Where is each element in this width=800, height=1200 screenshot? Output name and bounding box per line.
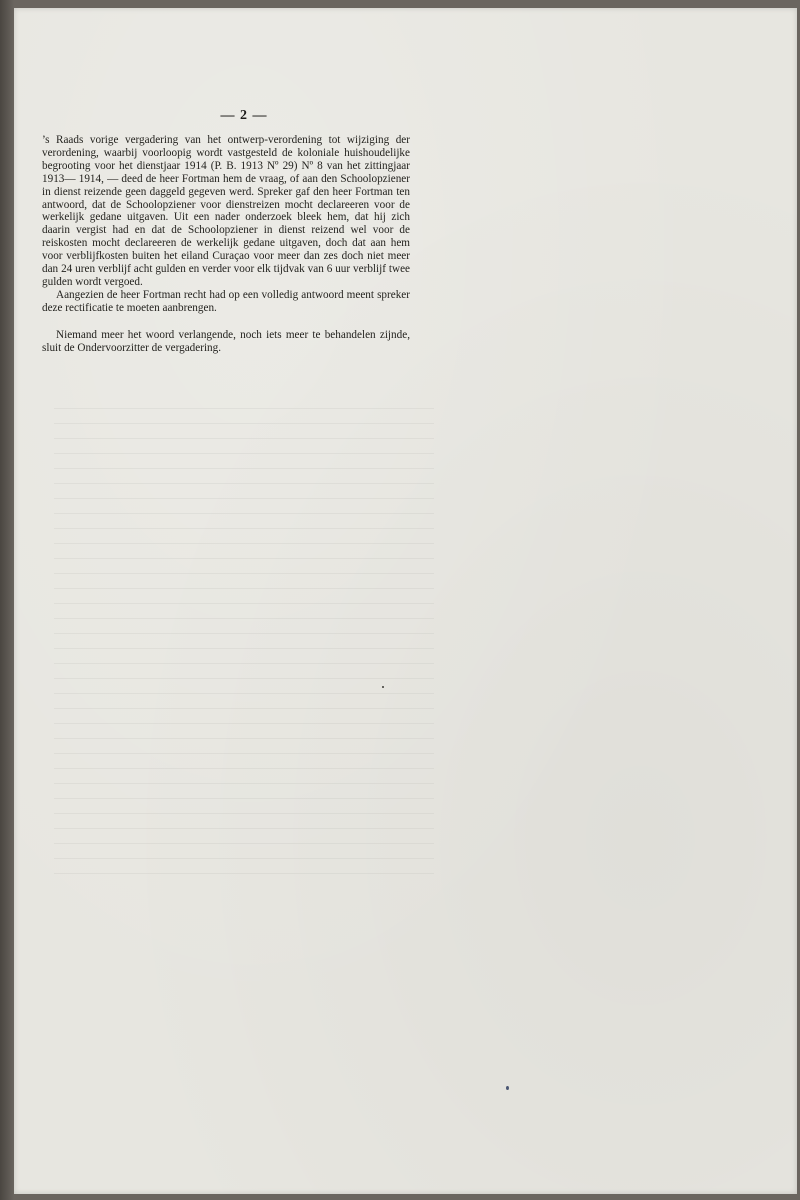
bleed-through-lines (54, 408, 434, 888)
page-number: — 2 — (220, 108, 268, 123)
paragraph-3: Niemand meer het woord verlangende, noch iets meer te behandelen zijnde, sluit de Ondervoorzitter de vergadering. (42, 328, 410, 354)
paragraph-2: Aangezien de heer Fortman recht had op een volledig antwoord meent spreker deze rectificatie te moeten aanbrengen. (42, 288, 410, 314)
document-page (14, 8, 797, 1194)
paragraph-1: ’s Raads vorige vergadering van het ontwerp-verordening tot wijziging der verordening, waarbij voorloopig wordt vastgesteld de koloniale huishoudelijke begrooting voor het dienstjaar 1914 (P. B. 1913 Nº 29) Nº 8 van het zittingjaar 1913— 1914, — deed de heer Fortman hem de vraag, of aan den Schoolopziener in dienst reizende geen daggeld gegeven werd. Spreker gaf den heer Fortman ten antwoord, dat de Schoolopziener voor dienstreizen mocht declareeren voor de werkelijk gedane uitgaven. Uit een nader onderzoek bleek hem, dat hij zich daarin vergist had en dat de Schoolopziener in dienst reizend wel voor de reiskosten mocht declareeren de werkelijk gedane uitgaven, doch dat aan hem voor verblijfkosten buiten het eiland Curaçao voor meer dan zes doch niet meer dan 24 uren verblijf acht gulden en verder voor elk tijdvak van 6 uur verblijf twee gulden wordt vergoed. (42, 134, 410, 288)
body-text (42, 134, 410, 355)
ink-speck (506, 1086, 509, 1090)
paper-speck (382, 686, 384, 688)
